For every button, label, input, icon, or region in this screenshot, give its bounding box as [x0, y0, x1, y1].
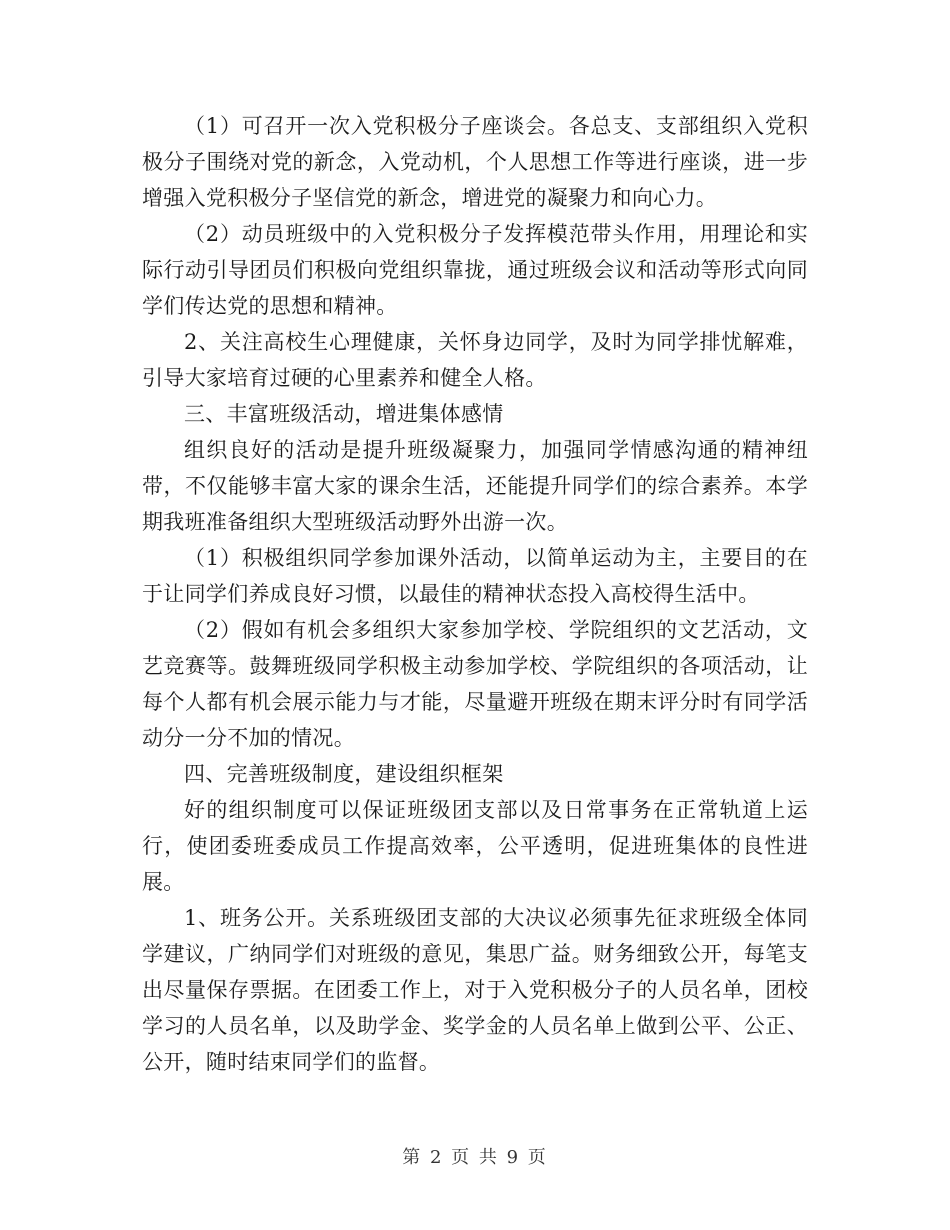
document-body: [142, 108, 808, 1080]
paragraph-system-intro: 好的组织制度可以保证班级团支部以及日常事务在正常轨道上运行，使团委班委成员工作提高效率，公平透明，促进班集体的良性进展。: [142, 798, 808, 894]
paragraph-mental-health: 2、关注高校生心理健康，关怀身边同学，及时为同学排忧解难，引导大家培育过硬的心里素养和健全人格。: [142, 330, 808, 390]
paragraph-activities-intro: 组织良好的活动是提升班级凝聚力，加强同学情感沟通的精神纽带，不仅能够丰富大家的课余生活，还能提升同学们的综合素养。本学期我班准备组织大型班级活动野外出游一次。: [142, 438, 808, 534]
page-number-footer: 第 2 页 共 9 页: [402, 1147, 548, 1168]
paragraph-mobilize-activists: （2）动员班级中的入党积极分子发挥模范带头作用，用理论和实际行动引导团员们积极向党组织靠拢，通过班级会议和活动等形式向同学们传达党的思想和精神。: [142, 222, 808, 318]
paragraph-party-forum: （1）可召开一次入党积极分子座谈会。各总支、支部组织入党积极分子围绕对党的新念，入党动机，个人思想工作等进行座谈，进一步增强入党积极分子坚信党的新念，增进党的凝聚力和向心力。: [142, 114, 808, 210]
section-heading-system: 四、完善班级制度，建设组织框架: [184, 762, 504, 786]
section-heading-activities: 三、丰富班级活动，增进集体感情: [184, 402, 504, 426]
paragraph-extracurricular: （1）积极组织同学参加课外活动，以简单运动为主，主要目的在于让同学们养成良好习惯，以最佳的精神状态投入高校得生活中。: [142, 546, 808, 606]
paragraph-class-affairs-public: 1、班务公开。关系班级团支部的大决议必须事先征求班级全体同学建议，广纳同学们对班级的意见，集思广益。财务细致公开，每笔支出尽量保存票据。在团委工作上，对于入党积极分子的人员名单，团校学习的人员名单，以及助学金、奖学金的人员名单上做到公平、公正、公开，随时结束同学们的监督。: [142, 906, 808, 1074]
paragraph-arts-activities: （2）假如有机会多组织大家参加学校、学院组织的文艺活动，文艺竞赛等。鼓舞班级同学积极主动参加学校、学院组织的各项活动，让每个人都有机会展示能力与才能，尽量避开班级在期末评分时有同学活动分一分不加的情况。: [142, 618, 808, 750]
